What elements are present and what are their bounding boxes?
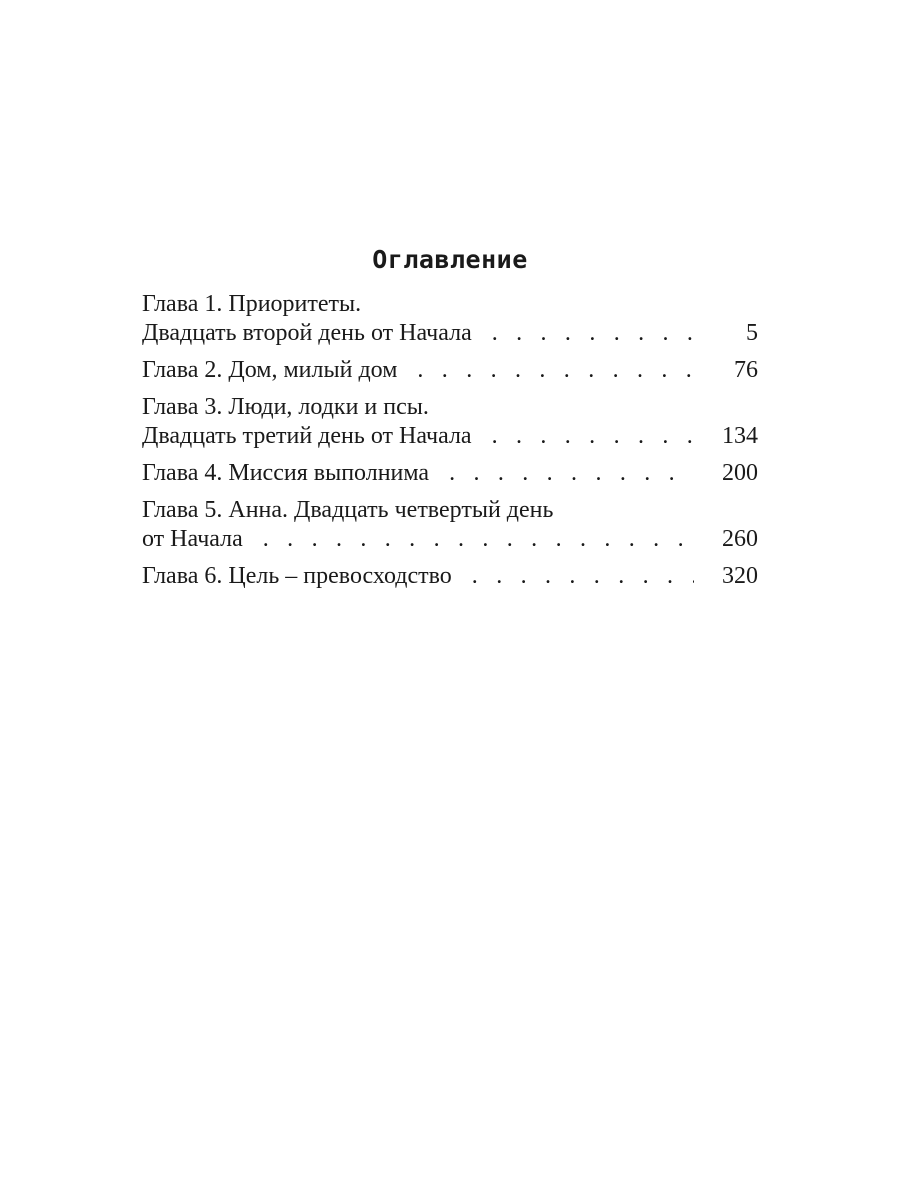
toc-entry-title-line: Глава 5. Анна. Двадцать четвертый день	[142, 497, 554, 523]
toc-page-number: 5	[746, 320, 758, 346]
toc-entry-chapter-6	[142, 562, 758, 591]
toc-list	[142, 290, 758, 599]
toc-entry-last-line	[142, 356, 758, 385]
toc-entry-chapter-3	[142, 393, 758, 451]
toc-entry-title-line: от Начала	[142, 526, 243, 552]
dot-leader	[417, 356, 694, 385]
toc-page-number: 200	[722, 460, 758, 486]
toc-entry-chapter-5	[142, 496, 758, 554]
toc-entry-last-line	[142, 459, 758, 488]
toc-entry-title-line: Двадцать третий день от Начала	[142, 423, 472, 449]
dot-leader	[472, 562, 694, 591]
toc-entry-chapter-4	[142, 459, 758, 488]
dot-leader	[492, 319, 694, 348]
toc-entry-title-line: Глава 2. Дом, милый дом	[142, 357, 398, 383]
toc-entry-title-line: Глава 1. Приоритеты.	[142, 291, 362, 317]
toc-entry-chapter-1	[142, 290, 758, 348]
toc-entry-last-line	[142, 525, 758, 554]
toc-entry-title-line: Двадцать второй день от Начала	[142, 320, 472, 346]
toc-entry-last-line	[142, 562, 758, 591]
toc-entry-last-line	[142, 319, 758, 348]
toc-entry-title-line: Глава 4. Миссия выполнима	[142, 460, 430, 486]
toc-entry-title-line: Глава 6. Цель – превосходство	[142, 563, 452, 589]
dot-leader	[449, 459, 694, 488]
toc-entry-chapter-2	[142, 356, 758, 385]
dot-leader	[492, 422, 694, 451]
toc-page-number: 260	[722, 526, 758, 552]
toc-page-number: 76	[734, 357, 758, 383]
toc-page-number: 320	[722, 563, 758, 589]
dot-leader	[263, 525, 694, 554]
toc-title: Оглавление	[372, 245, 528, 274]
toc-page-number: 134	[722, 423, 758, 449]
toc-entry-title-line: Глава 3. Люди, лодки и псы.	[142, 394, 429, 420]
toc-entry-last-line	[142, 422, 758, 451]
